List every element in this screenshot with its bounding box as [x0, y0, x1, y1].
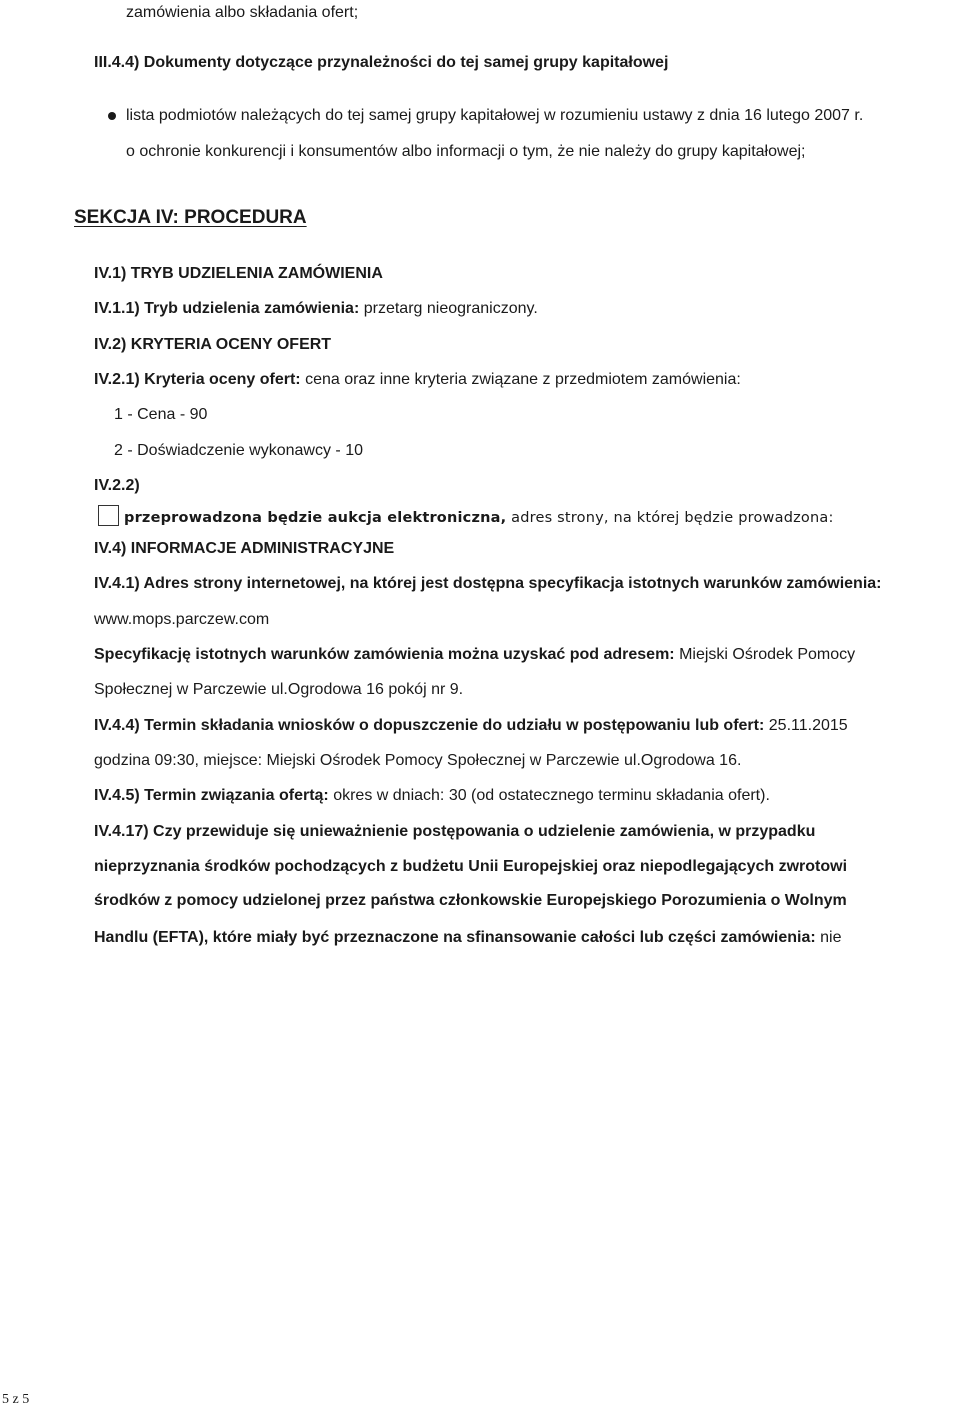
text-line [94, 645, 855, 665]
field-value: okres w dniach: 30 (od ostatecznego terminu składania ofert). [333, 787, 770, 804]
text-line [94, 370, 741, 390]
text-line [94, 716, 848, 736]
text-line [94, 786, 770, 806]
field-value: 25.11.2015 [768, 717, 848, 734]
field-value: Miejski Ośrodek Pomocy [679, 646, 856, 663]
subsection-heading: IV.1) TRYB UDZIELENIA ZAMÓWIENIA [94, 265, 383, 282]
field-value: cena oraz inne kryteria związane z przedmiotem zamówienia: [305, 371, 741, 388]
field-label: Handlu (EFTA), które miały być przeznaczone na sfinansowanie całości lub części zamówienia: [94, 929, 816, 946]
page-number: 5 z 5 [2, 1392, 30, 1407]
criterion-item: 2 - Doświadczenie wykonawcy - 10 [114, 442, 363, 459]
auction-checkbox[interactable] [98, 505, 119, 526]
subsection-heading: III.4.4) Dokumenty dotyczące przynależności do tej samej grupy kapitałowej [94, 54, 669, 71]
website-url: www.mops.parczew.com [94, 611, 270, 628]
section-title: SEKCJA IV: PROCEDURA [74, 207, 307, 228]
text-line [94, 928, 841, 948]
text-line [94, 299, 538, 319]
subsection-heading: IV.2) KRYTERIA OCENY OFERT [94, 336, 332, 353]
field-label: IV.1.1) Tryb udzielenia zamówienia: [94, 300, 360, 317]
criterion-item: 1 - Cena - 90 [114, 406, 208, 423]
field-value: przetarg nieograniczony. [363, 300, 538, 317]
field-value: adres strony, na której będzie prowadzona: [511, 510, 834, 526]
text-line: zamówienia albo składania ofert; [126, 4, 359, 21]
field-label: przeprowadzona będzie aukcja elektroniczna, [124, 510, 507, 526]
field-label: środków z pomocy udzielonej przez państwa członkowskie Europejskiego Porozumienia o Wolnym [94, 892, 847, 909]
field-label: nieprzyznania środków pochodzących z budżetu Unii Europejskiej oraz niepodlegających zwrotowi [94, 858, 848, 875]
field-label: IV.4.4) Termin składania wniosków o dopuszczenie do udziału w postępowaniu lub ofert: [94, 717, 765, 734]
text-line: Społecznej w Parczewie ul.Ogrodowa 16 pokój nr 9. [94, 681, 464, 698]
text-line [124, 508, 834, 528]
subsection-heading: IV.4) INFORMACJE ADMINISTRACYJNE [94, 540, 395, 557]
list-item-continuation: o ochronie konkurencji i konsumentów albo informacji o tym, że nie należy do grupy kapitałowej; [126, 143, 806, 160]
field-label: IV.4.1) Adres strony internetowej, na której jest dostępna specyfikacja istotnych warunków zamówienia: [94, 575, 882, 592]
field-value: nie [820, 929, 842, 946]
subsection-heading: IV.2.2) [94, 477, 140, 494]
field-label: IV.4.5) Termin związania ofertą: [94, 787, 329, 804]
bullet-icon [108, 112, 116, 120]
field-label: IV.4.17) Czy przewiduje się unieważnienie postępowania o udzielenie zamówienia, w przypadku [94, 823, 816, 840]
text-line: godzina 09:30, miejsce: Miejski Ośrodek Pomocy Społecznej w Parczewie ul.Ogrodowa 16. [94, 752, 742, 769]
field-label: IV.2.1) Kryteria oceny ofert: [94, 371, 301, 388]
field-label: Specyfikację istotnych warunków zamówienia można uzyskać pod adresem: [94, 646, 675, 663]
list-item: lista podmiotów należących do tej samej grupy kapitałowej w rozumieniu ustawy z dnia 16 lutego 2007 r. [126, 107, 864, 124]
